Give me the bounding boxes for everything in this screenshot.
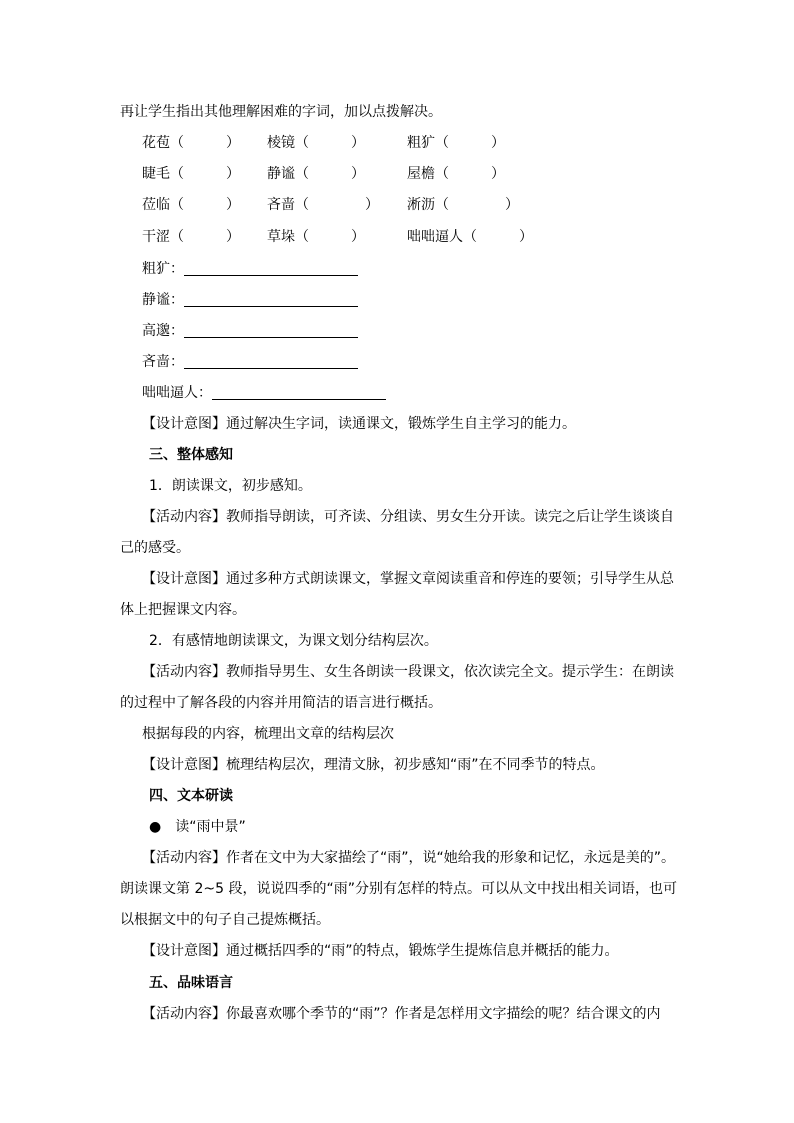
vocab-item: 莅临（ ） — [142, 197, 240, 213]
paragraph-line: 朗读课文第 2~5 段，说说四季的“雨”分别有怎样的特点。可以从文中找出相关词语，也可 — [120, 881, 677, 897]
definition-label: 吝啬： — [142, 354, 184, 370]
vocab-item: 干涩（ ） — [142, 229, 240, 245]
bullet-item: ● 读“雨中景” — [149, 819, 246, 835]
section-heading: 四、文本研读 — [149, 788, 233, 804]
vocab-item: 咄咄逼人（ ） — [407, 229, 533, 245]
paragraph-line: 2．有感情地朗读课文，为课文划分结构层次。 — [149, 633, 438, 649]
paragraph-line: 1．朗读课文，初步感知。 — [149, 478, 312, 494]
vocab-item: 睫毛（ ） — [142, 166, 240, 182]
paragraph-line: 【设计意图】通过多种方式朗读课文，掌握文章阅读重音和停连的要领；引导学生从总 — [142, 571, 674, 587]
definition-label: 高邈： — [142, 323, 184, 339]
paragraph-line: 体上把握课文内容。 — [120, 602, 246, 618]
section-heading: 三、整体感知 — [149, 447, 233, 463]
paragraph-line: 【设计意图】梳理结构层次，理清文脉，初步感知“雨”在不同季节的特点。 — [142, 757, 605, 773]
answer-line — [184, 337, 358, 338]
paragraph-line: 根据每段的内容，梳理出文章的结构层次 — [142, 726, 394, 742]
vocab-item: 花苞（ ） — [142, 135, 240, 151]
section-heading: 五、品味语言 — [149, 975, 233, 991]
paragraph-line: 的过程中了解各段的内容并用简洁的语言进行概括。 — [120, 695, 442, 711]
paragraph-line: 【设计意图】通过概括四季的“雨”的特点，锻炼学生提炼信息并概括的能力。 — [142, 943, 619, 959]
answer-line — [184, 368, 358, 369]
paragraph-line: 【活动内容】教师指导朗读，可齐读、分组读、男女生分开读。读完之后让学生谈谈自 — [142, 509, 674, 525]
answer-line — [212, 399, 386, 400]
definition-label: 粗犷： — [142, 261, 184, 277]
intro-text: 再让学生指出其他理解困难的字词，加以点拨解决。 — [120, 104, 442, 120]
paragraph-line: 【设计意图】通过解决生字词，读通课文，锻炼学生自主学习的能力。 — [142, 416, 576, 432]
definition-label: 咄咄逼人： — [142, 385, 212, 401]
vocab-item: 静谧（ ） — [267, 166, 365, 182]
vocab-item: 吝啬（ ） — [267, 197, 379, 213]
vocab-item: 草垛（ ） — [267, 229, 365, 245]
paragraph-line: 以根据文中的句子自己提炼概括。 — [120, 912, 330, 928]
vocab-item: 屋檐（ ） — [407, 166, 505, 182]
answer-line — [184, 275, 358, 276]
definition-label: 静谧： — [142, 292, 184, 308]
paragraph-line: 己的感受。 — [120, 540, 190, 556]
vocab-item: 棱镜（ ） — [267, 135, 365, 151]
vocab-item: 淅沥（ ） — [407, 197, 519, 213]
paragraph-line: 【活动内容】教师指导男生、女生各朗读一段课文，依次读完全文。提示学生：在朗读 — [142, 664, 674, 680]
vocab-item: 粗犷（ ） — [407, 135, 505, 151]
answer-line — [184, 306, 358, 307]
paragraph-line: 【活动内容】作者在文中为大家描绘了“雨”，说“她给我的形象和记忆，永远是美的”。 — [142, 850, 676, 866]
paragraph-line: 【活动内容】你最喜欢哪个季节的“雨”？作者是怎样用文字描绘的呢？结合课文的内 — [142, 1006, 661, 1022]
